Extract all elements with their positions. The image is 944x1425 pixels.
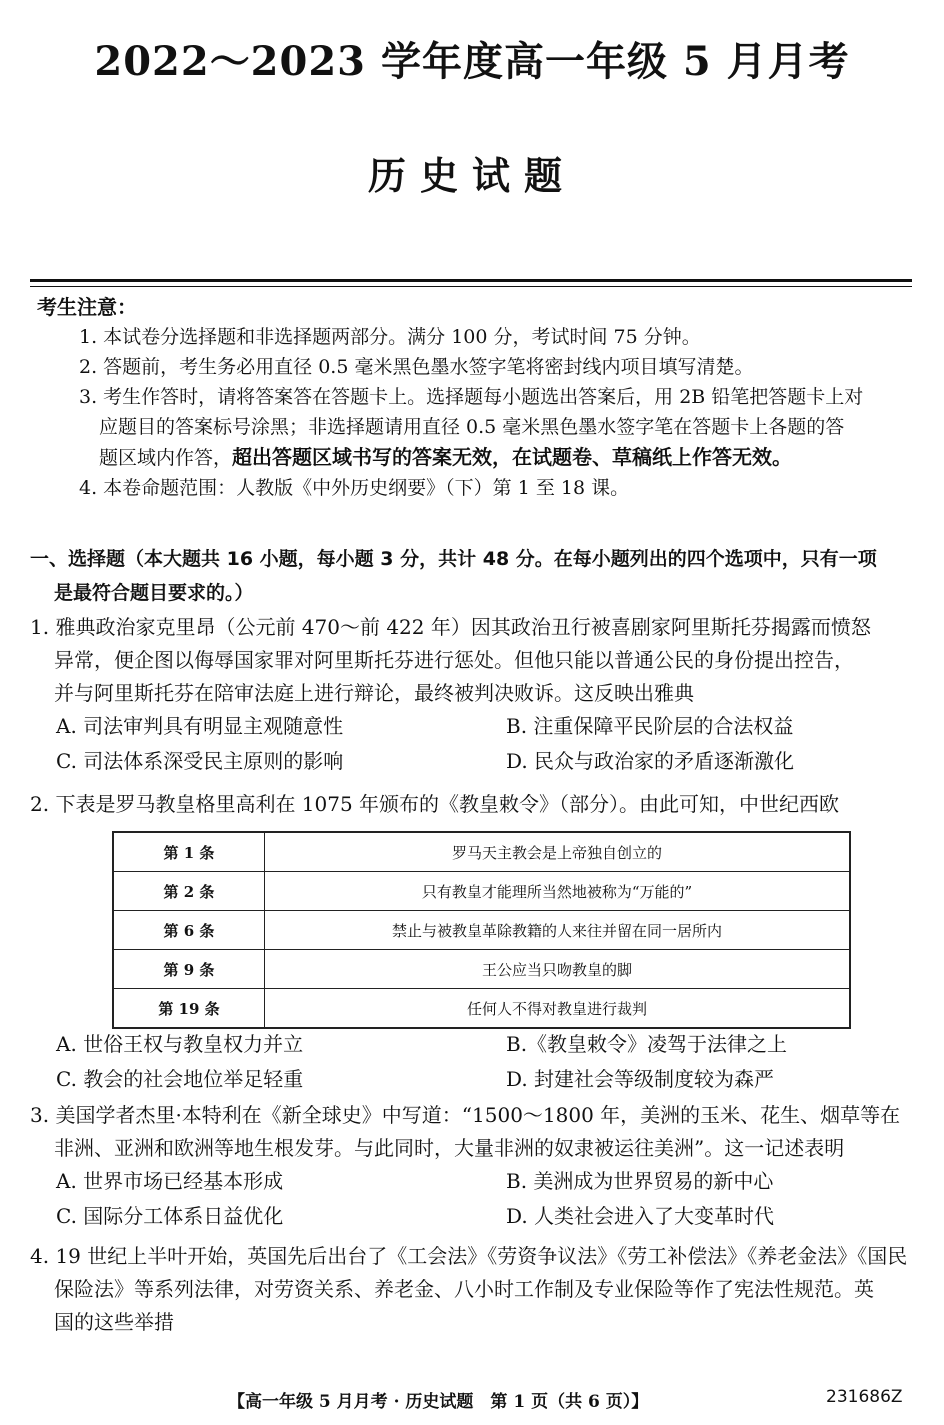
decree-content: 只有教皇才能理所当然地被称为“万能的” [265,872,851,911]
question-1-option-b[interactable]: B. 注重保障平民阶层的合法权益 [506,714,794,738]
question-1-stem-line-3: 并与阿里斯托芬在陪审法庭上进行辩论，最终被判决败诉。这反映出雅典 [54,681,694,705]
question-2-option-c[interactable]: C. 教会的社会地位举足轻重 [56,1067,304,1091]
question-3 [30,1099,918,1235]
question-2-option-a[interactable]: A. 世俗王权与教皇权力并立 [56,1032,304,1056]
notice-heading: 考生注意： [37,295,137,319]
notice-line-3: 3. 考生作答时，请将答案答在答题卡上。选择题每小题选出答案后，用 2B 铅笔把答题卡上对 [79,386,864,408]
notice-line-3-end-plain: 题区域内作答， [99,447,233,469]
notice-bold-warning: 超出答题区域书写的答案无效，在试题卷、草稿纸上作答无效。 [232,445,793,469]
question-3-option-b[interactable]: B. 美洲成为世界贸易的新中心 [506,1169,774,1193]
question-4 [30,1240,918,1339]
section-heading-line-1: 一、选择题（本大题共 16 小题，每小题 3 分，共计 48 分。在每小题列出的四个选项中，只有一项 [30,548,877,570]
question-1-stem-line-1: 1. 雅典政治家克里昂（公元前 470～前 422 年）因其政治丑行被喜剧家阿里斯托芬揭露而愤怒 [30,615,871,639]
question-1-stem-line-2: 异常，便企图以侮辱国家罪对阿里斯托芬进行惩处。但他只能以普通公民的身份提出控告， [54,648,854,672]
decree-content: 禁止与被教皇革除教籍的人来往并留在同一居所内 [265,911,851,950]
section-heading [30,542,915,610]
question-3-option-d[interactable]: D. 人类社会进入了大变革时代 [506,1204,775,1228]
table-row [113,911,850,950]
question-2-option-d[interactable]: D. 封建社会等级制度较为森严 [506,1067,775,1091]
table-row [113,950,850,989]
exam-subtitle: 历史试题 [367,153,576,198]
header-rule-thick [30,279,912,282]
section-heading-line-2: 是最符合题目要求的。） [54,582,254,604]
question-2-options-row-1 [30,1028,918,1063]
question-2-option-b[interactable]: B.《教皇敕令》凌驾于法律之上 [506,1032,788,1056]
decree-content: 罗马天主教会是上帝独自创立的 [265,832,851,872]
footer-page-info: 【高一年级 5 月月考 · 历史试题 第 1 页（共 6 页）】 [228,1392,649,1412]
table-row [113,989,850,1029]
question-3-options-row-2 [30,1200,918,1235]
decree-article: 第 1 条 [113,832,265,872]
question-1-options-row-1 [30,710,918,745]
table-row [113,872,850,911]
question-1-option-a[interactable]: A. 司法审判具有明显主观随意性 [56,714,344,738]
notice-line-3-cont: 应题目的答案标号涂黑；非选择题请用直径 0.5 毫米黑色墨水签字笔在答题卡上各题的答 [99,416,845,438]
question-4-stem-line-1: 4. 19 世纪上半叶开始，英国先后出台了《工会法》《劳资争议法》《劳工补偿法》《养老金法》《国民 [30,1244,908,1268]
notice-line-2: 2. 答题前，考生务必用直径 0.5 毫米黑色墨水签字笔将密封线内项目填写清楚。 [79,356,754,378]
question-4-stem-line-2: 保险法》等系列法律，对劳资关系、养老金、八小时工作制及专业保险等作了宪法性规范。英 [54,1277,874,1301]
question-3-stem-line-1: 3. 美国学者杰里·本特利在《新全球史》中写道：“1500～1800 年，美洲的玉米、花生、烟草等在 [30,1103,901,1127]
footer-exam-code: 231686Z [826,1387,903,1407]
exam-title: 2022～2023 学年度高一年级 5 月月考 [94,38,850,85]
question-2-options [30,1028,918,1098]
decree-table [112,831,851,1029]
decree-article: 第 9 条 [113,950,265,989]
question-3-option-a[interactable]: A. 世界市场已经基本形成 [56,1169,284,1193]
decree-article: 第 2 条 [113,872,265,911]
question-2 [30,788,918,821]
question-3-options-row-1 [30,1165,918,1200]
decree-content: 王公应当只吻教皇的脚 [265,950,851,989]
notice-line-3-end [37,442,917,473]
question-3-option-c[interactable]: C. 国际分工体系日益优化 [56,1204,284,1228]
notice-line-1: 1. 本试卷分选择题和非选择题两部分。满分 100 分，考试时间 75 分钟。 [79,326,701,348]
notice-block [37,292,917,503]
decree-article: 第 6 条 [113,911,265,950]
question-1 [30,611,918,780]
decree-article: 第 19 条 [113,989,265,1029]
question-2-stem-line-1: 2. 下表是罗马教皇格里高利在 1075 年颁布的《教皇敕令》（部分）。由此可知，中世纪西欧 [30,792,840,816]
question-3-stem-line-2: 非洲、亚洲和欧洲等地生根发芽。与此同时，大量非洲的奴隶被运往美洲”。这一记述表明 [54,1136,845,1160]
question-4-stem-line-3: 国的这些举措 [54,1310,174,1334]
notice-line-4: 4. 本卷命题范围：人教版《中外历史纲要》（下）第 1 至 18 课。 [79,477,630,499]
question-1-option-c[interactable]: C. 司法体系深受民主原则的影响 [56,749,344,773]
decree-content: 任何人不得对教皇进行裁判 [265,989,851,1029]
question-1-options-row-2 [30,745,918,780]
table-row [113,832,850,872]
question-1-option-d[interactable]: D. 民众与政治家的矛盾逐渐激化 [506,749,795,773]
question-2-options-row-2 [30,1063,918,1098]
header-rule-thin [30,286,912,287]
